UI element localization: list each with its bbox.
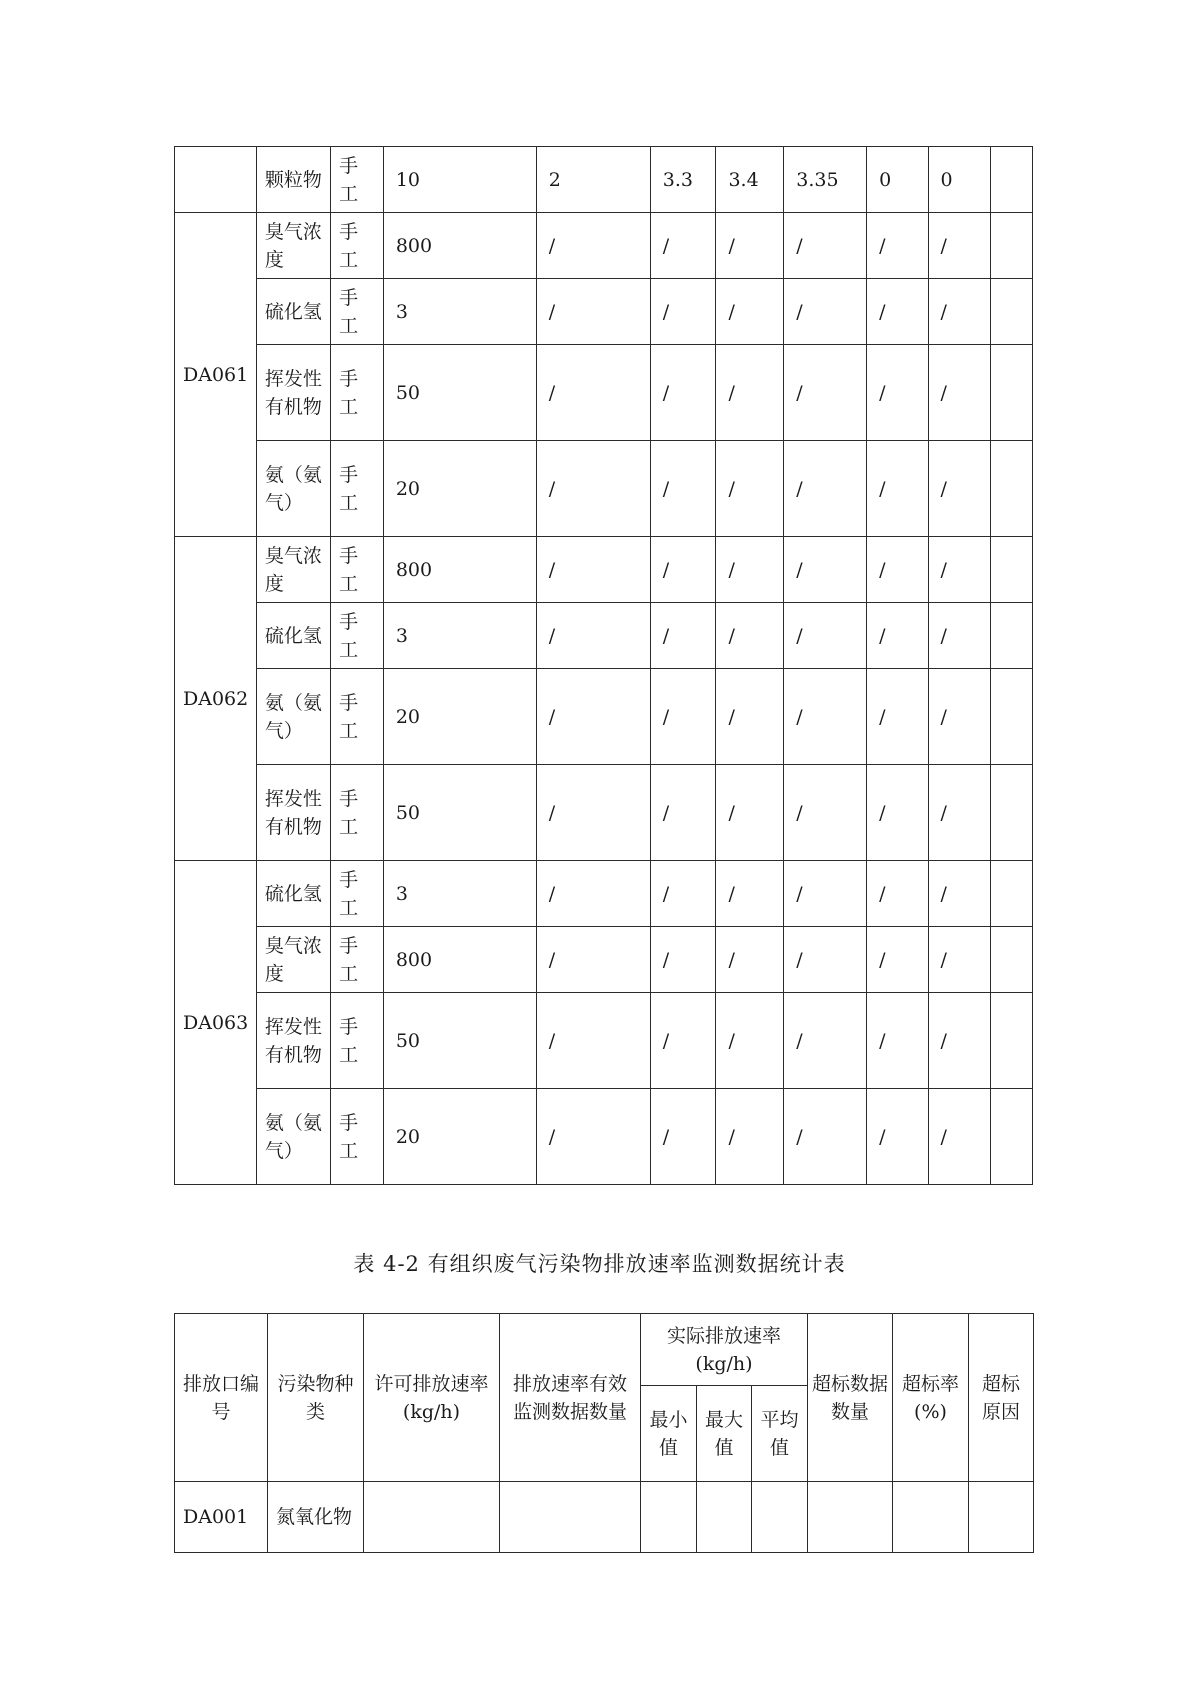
table-row: [175, 927, 1033, 993]
method-cell: 手工: [331, 213, 384, 279]
value-cell: /: [536, 861, 650, 927]
method-cell: 手工: [331, 993, 384, 1089]
value-cell: /: [650, 993, 716, 1089]
method-cell: 手工: [331, 669, 384, 765]
value-cell: /: [867, 441, 928, 537]
header-actual-rate: 实际排放速率(kg/h): [641, 1314, 808, 1386]
value-cell: /: [928, 993, 990, 1089]
value-cell: /: [867, 993, 928, 1089]
table-row: [175, 147, 1033, 213]
outlet-id-cell: [175, 147, 257, 213]
pollutant-cell: 硫化氢: [256, 861, 330, 927]
value-cell: [990, 927, 1032, 993]
method-cell: 手工: [331, 603, 384, 669]
value-cell: /: [867, 537, 928, 603]
emission-concentration-table: [174, 146, 1033, 1185]
value-cell: /: [650, 345, 716, 441]
value-cell: /: [784, 603, 867, 669]
method-cell: 手工: [331, 765, 384, 861]
emission-rate-table: [174, 1313, 1034, 1553]
header-valid-count: 排放速率有效监测数据数量: [500, 1314, 641, 1482]
table-row: [175, 669, 1033, 765]
table-header-row: [175, 1314, 1034, 1386]
table-row: [175, 1482, 1034, 1553]
value-cell: /: [716, 861, 784, 927]
header-permitted-rate: 许可排放速率(kg/h): [364, 1314, 500, 1482]
value-cell: /: [928, 213, 990, 279]
value-cell: [990, 765, 1032, 861]
value-cell: /: [784, 927, 867, 993]
value-cell: /: [716, 213, 784, 279]
value-cell: /: [784, 1089, 867, 1185]
value-cell: [752, 1482, 808, 1553]
value-cell: /: [867, 1089, 928, 1185]
header-avg: 平均值: [752, 1386, 808, 1482]
value-cell: [500, 1482, 641, 1553]
pollutant-cell: 硫化氢: [256, 603, 330, 669]
value-cell: 3.4: [716, 147, 784, 213]
value-cell: [364, 1482, 500, 1553]
method-cell: 手工: [331, 441, 384, 537]
value-cell: /: [716, 765, 784, 861]
value-cell: /: [867, 765, 928, 861]
value-cell: 800: [383, 927, 536, 993]
value-cell: 3.3: [650, 147, 716, 213]
value-cell: [990, 669, 1032, 765]
value-cell: /: [536, 603, 650, 669]
value-cell: /: [867, 927, 928, 993]
value-cell: 20: [383, 1089, 536, 1185]
pollutant-cell: 臭气浓度: [256, 213, 330, 279]
table-row: [175, 537, 1033, 603]
pollutant-cell: 挥发性有机物: [256, 345, 330, 441]
value-cell: [990, 279, 1032, 345]
value-cell: /: [716, 441, 784, 537]
value-cell: /: [716, 603, 784, 669]
table-caption: 表 4-2 有组织废气污染物排放速率监测数据统计表: [353, 1252, 846, 1276]
header-min: 最小值: [641, 1386, 697, 1482]
header-exceed-count: 超标数据数量: [808, 1314, 893, 1482]
table-row: [175, 765, 1033, 861]
value-cell: /: [928, 1089, 990, 1185]
value-cell: 2: [536, 147, 650, 213]
value-cell: /: [928, 441, 990, 537]
value-cell: /: [784, 213, 867, 279]
pollutant-cell: 硫化氢: [256, 279, 330, 345]
value-cell: /: [928, 669, 990, 765]
value-cell: /: [650, 279, 716, 345]
value-cell: 800: [383, 213, 536, 279]
value-cell: [990, 213, 1032, 279]
table-row: [175, 1089, 1033, 1185]
table-row: [175, 279, 1033, 345]
value-cell: /: [716, 279, 784, 345]
value-cell: 3: [383, 603, 536, 669]
value-cell: /: [867, 213, 928, 279]
value-cell: /: [784, 537, 867, 603]
header-outlet-id: 排放口编号: [175, 1314, 268, 1482]
value-cell: /: [928, 927, 990, 993]
value-cell: [808, 1482, 893, 1553]
method-cell: 手工: [331, 279, 384, 345]
value-cell: 50: [383, 345, 536, 441]
value-cell: 3.35: [784, 147, 867, 213]
value-cell: [990, 993, 1032, 1089]
value-cell: /: [650, 603, 716, 669]
value-cell: /: [784, 993, 867, 1089]
value-cell: /: [928, 345, 990, 441]
method-cell: 手工: [331, 537, 384, 603]
value-cell: /: [716, 927, 784, 993]
value-cell: [990, 603, 1032, 669]
table-row: [175, 603, 1033, 669]
value-cell: /: [650, 441, 716, 537]
value-cell: 20: [383, 441, 536, 537]
value-cell: /: [867, 603, 928, 669]
table-row: [175, 213, 1033, 279]
value-cell: [969, 1482, 1034, 1553]
method-cell: 手工: [331, 1089, 384, 1185]
outlet-id-cell: DA001: [175, 1482, 268, 1553]
outlet-id-cell: DA061: [175, 213, 257, 537]
value-cell: 0: [867, 147, 928, 213]
table-row: [175, 993, 1033, 1089]
value-cell: /: [536, 993, 650, 1089]
method-cell: 手工: [331, 927, 384, 993]
value-cell: /: [928, 765, 990, 861]
value-cell: /: [650, 1089, 716, 1185]
value-cell: /: [784, 669, 867, 765]
value-cell: /: [536, 927, 650, 993]
outlet-id-cell: DA062: [175, 537, 257, 861]
value-cell: 800: [383, 537, 536, 603]
header-exceed-reason: 超标原因: [969, 1314, 1034, 1482]
value-cell: 3: [383, 861, 536, 927]
value-cell: /: [536, 1089, 650, 1185]
value-cell: [990, 147, 1032, 213]
value-cell: [697, 1482, 752, 1553]
value-cell: /: [650, 213, 716, 279]
method-cell: 手工: [331, 861, 384, 927]
pollutant-cell: 臭气浓度: [256, 537, 330, 603]
value-cell: /: [536, 345, 650, 441]
value-cell: [990, 537, 1032, 603]
value-cell: /: [784, 345, 867, 441]
value-cell: /: [867, 279, 928, 345]
value-cell: [990, 1089, 1032, 1185]
value-cell: /: [536, 279, 650, 345]
header-pollutant-type: 污染物种类: [268, 1314, 364, 1482]
value-cell: /: [650, 765, 716, 861]
table-row: [175, 441, 1033, 537]
method-cell: 手工: [331, 147, 384, 213]
value-cell: [990, 441, 1032, 537]
value-cell: /: [716, 1089, 784, 1185]
value-cell: /: [536, 213, 650, 279]
value-cell: /: [784, 279, 867, 345]
value-cell: /: [650, 537, 716, 603]
value-cell: 3: [383, 279, 536, 345]
value-cell: /: [716, 345, 784, 441]
value-cell: /: [536, 765, 650, 861]
pollutant-cell: 颗粒物: [256, 147, 330, 213]
value-cell: /: [784, 765, 867, 861]
header-exceed-rate: 超标率(%): [893, 1314, 969, 1482]
value-cell: /: [784, 861, 867, 927]
value-cell: 20: [383, 669, 536, 765]
value-cell: /: [536, 441, 650, 537]
pollutant-cell: 臭气浓度: [256, 927, 330, 993]
pollutant-cell: 氮氧化物: [268, 1482, 364, 1553]
table-row: [175, 345, 1033, 441]
value-cell: /: [536, 669, 650, 765]
value-cell: /: [928, 537, 990, 603]
value-cell: /: [928, 603, 990, 669]
value-cell: /: [867, 669, 928, 765]
table-row: [175, 861, 1033, 927]
pollutant-cell: 氨（氨气）: [256, 441, 330, 537]
value-cell: /: [650, 861, 716, 927]
method-cell: 手工: [331, 345, 384, 441]
value-cell: /: [928, 861, 990, 927]
outlet-id-cell: DA063: [175, 861, 257, 1185]
value-cell: [990, 345, 1032, 441]
value-cell: 0: [928, 147, 990, 213]
value-cell: /: [650, 927, 716, 993]
pollutant-cell: 氨（氨气）: [256, 1089, 330, 1185]
pollutant-cell: 挥发性有机物: [256, 993, 330, 1089]
value-cell: /: [716, 669, 784, 765]
value-cell: /: [650, 669, 716, 765]
value-cell: [990, 861, 1032, 927]
header-max: 最大值: [697, 1386, 752, 1482]
pollutant-cell: 挥发性有机物: [256, 765, 330, 861]
value-cell: /: [928, 279, 990, 345]
value-cell: /: [716, 537, 784, 603]
value-cell: [893, 1482, 969, 1553]
value-cell: 50: [383, 765, 536, 861]
value-cell: 10: [383, 147, 536, 213]
value-cell: /: [867, 861, 928, 927]
value-cell: /: [536, 537, 650, 603]
value-cell: /: [784, 441, 867, 537]
pollutant-cell: 氨（氨气）: [256, 669, 330, 765]
value-cell: /: [867, 345, 928, 441]
value-cell: [641, 1482, 697, 1553]
value-cell: 50: [383, 993, 536, 1089]
value-cell: /: [716, 993, 784, 1089]
